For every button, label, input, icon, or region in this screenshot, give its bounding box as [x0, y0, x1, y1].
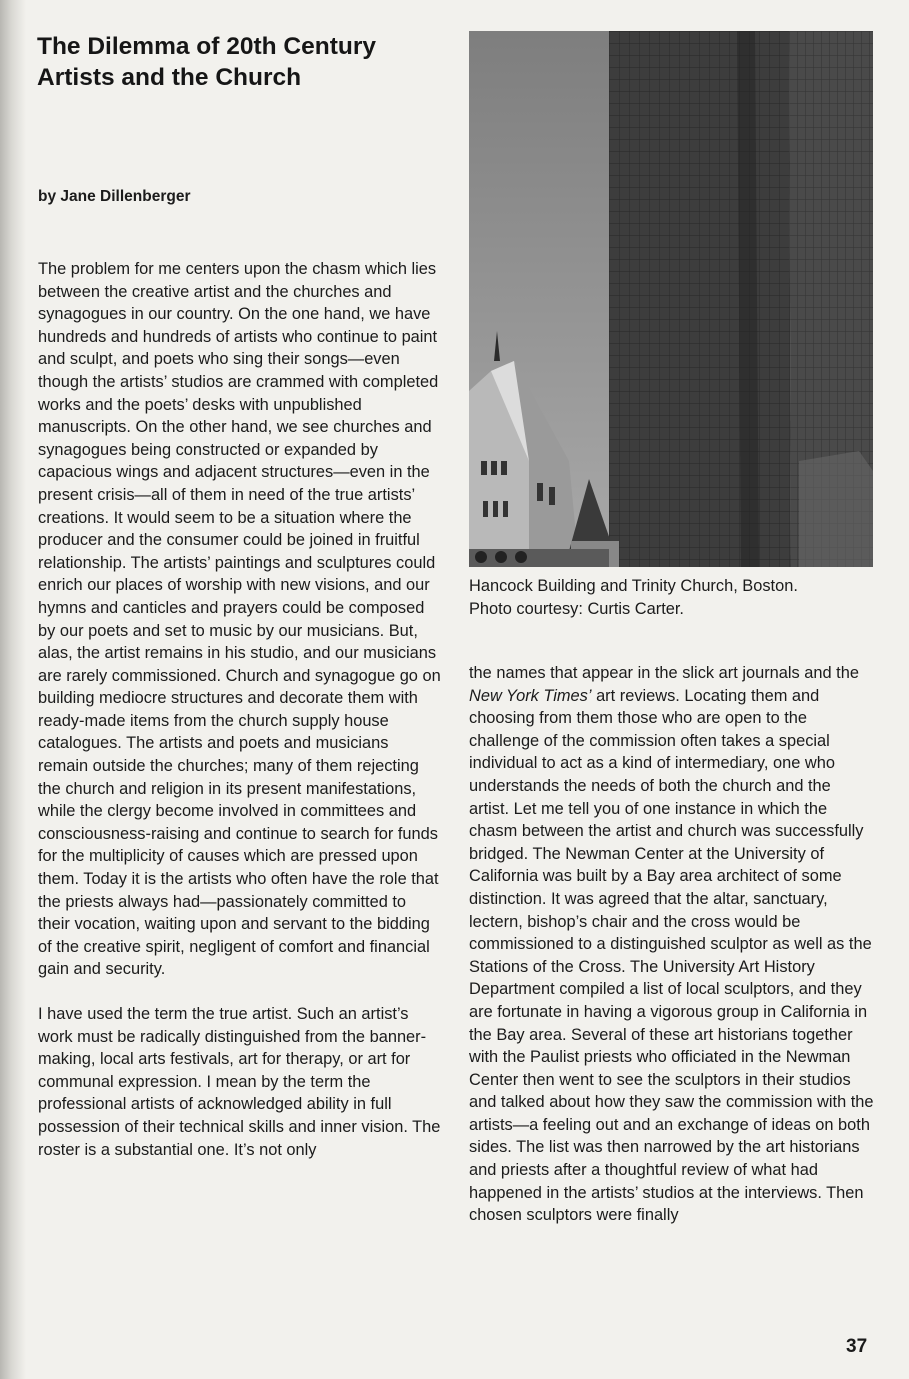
article-title: The Dilemma of 20th Century Artists and the Church: [37, 33, 376, 91]
left-column: [38, 258, 442, 1161]
page-edge-shadow: [0, 0, 26, 1379]
paragraph-3-start: the names that appear in the slick art journals and the: [469, 664, 859, 682]
right-column: [469, 662, 874, 1227]
caption-line-1: Hancock Building and Trinity Church, Boston.: [469, 577, 798, 595]
page-number: 37: [846, 1336, 868, 1357]
body-paragraph-3: [469, 662, 874, 1227]
caption-line-2: Photo courtesy: Curtis Carter.: [469, 599, 684, 618]
paragraph-3-rest: art reviews. Locating them and choosing from them those who are open to the challenge of the commission often takes a special individual to act as a kind of intermediary, one who understands the needs of both the church and the artist. Let me tell you of one instance in which the chasm between the artist and church was successfully bridged. The Newman Center at the University of California was built by a Bay area architect of some distinction. It was agreed that the altar, sanctuary, lectern, bishop’s chair and the cross would be commissioned to a distinguished sculptor as well as the Stations of the Cross. The University Art History Department compiled a list of local sculptors, and they are fortunate in having a vigorous group in California in the Bay area. Several of these art historians together with the Paulist priests who officiated in the Newman Center then went to see the sculptors in their studios and talked about how they saw the commission with the artists—a feeling out and an exchange of ideas on both sides. The list was then narrowed by the art historians and priests after a thoughtful review of what had happened in the artists’ studios at the interviews. Then chosen sculptors were finally: [469, 686, 874, 1225]
newspaper-title: New York Times’: [469, 686, 592, 705]
photo-caption: [469, 575, 873, 620]
article-byline: by Jane Dillenberger: [38, 188, 191, 205]
photo-illustration: [469, 31, 873, 567]
body-paragraph-2: I have used the term the true artist. Such an artist’s work must be radically distinguished from the banner-making, local arts festivals, art for therapy, or art for communal expression. I mean by the term the professional artists of acknowledged ability in full possession of their technical skills and inner vision. The roster is a substantial one. It’s not only: [38, 1005, 441, 1159]
hancock-trinity-photo: [469, 31, 873, 567]
body-paragraph-1: The problem for me centers upon the chasm which lies between the creative artist and the churches and synagogues in our country. On the one hand, we have hundreds and hundreds of artists who continue to paint and sculpt, and poets who sing their songs—even though the artists’ studios are crammed with completed works and the poets’ desks with unpublished manuscripts. On the other hand, we see churches and synagogues being constructed or expanded by capacious wings and adjacent structures—even in the present crisis—all of them in need of the true artists’ creations. It would seem to be a situation where the producer and the consumer could be joined in fruitful relationship. The artists’ paintings and sculptures could enrich our places of worship with new visions, and our hymns and canticles and prayers could be composed by our poets and set to music by our musicians. But, alas, the artist remains in his studio, and our musicians are rarely commissioned. Church and synagogue go on building mediocre structures and decorate them with ready-made items from the church supply house catalogues. The artists and poets and musicians remain outside the churches; many of them rejecting the church and religion in its present manifestations, while the clergy become involved in committees and consciousness-raising and continue to search for funds for the multiplicity of causes which are pressed upon them. Today it is the artists who often have the role that the priests always had—passionately committed to their vocation, waiting upon and servant to the bidding of the creative spirit, negligent of comfort and financial gain and security.: [38, 260, 441, 979]
